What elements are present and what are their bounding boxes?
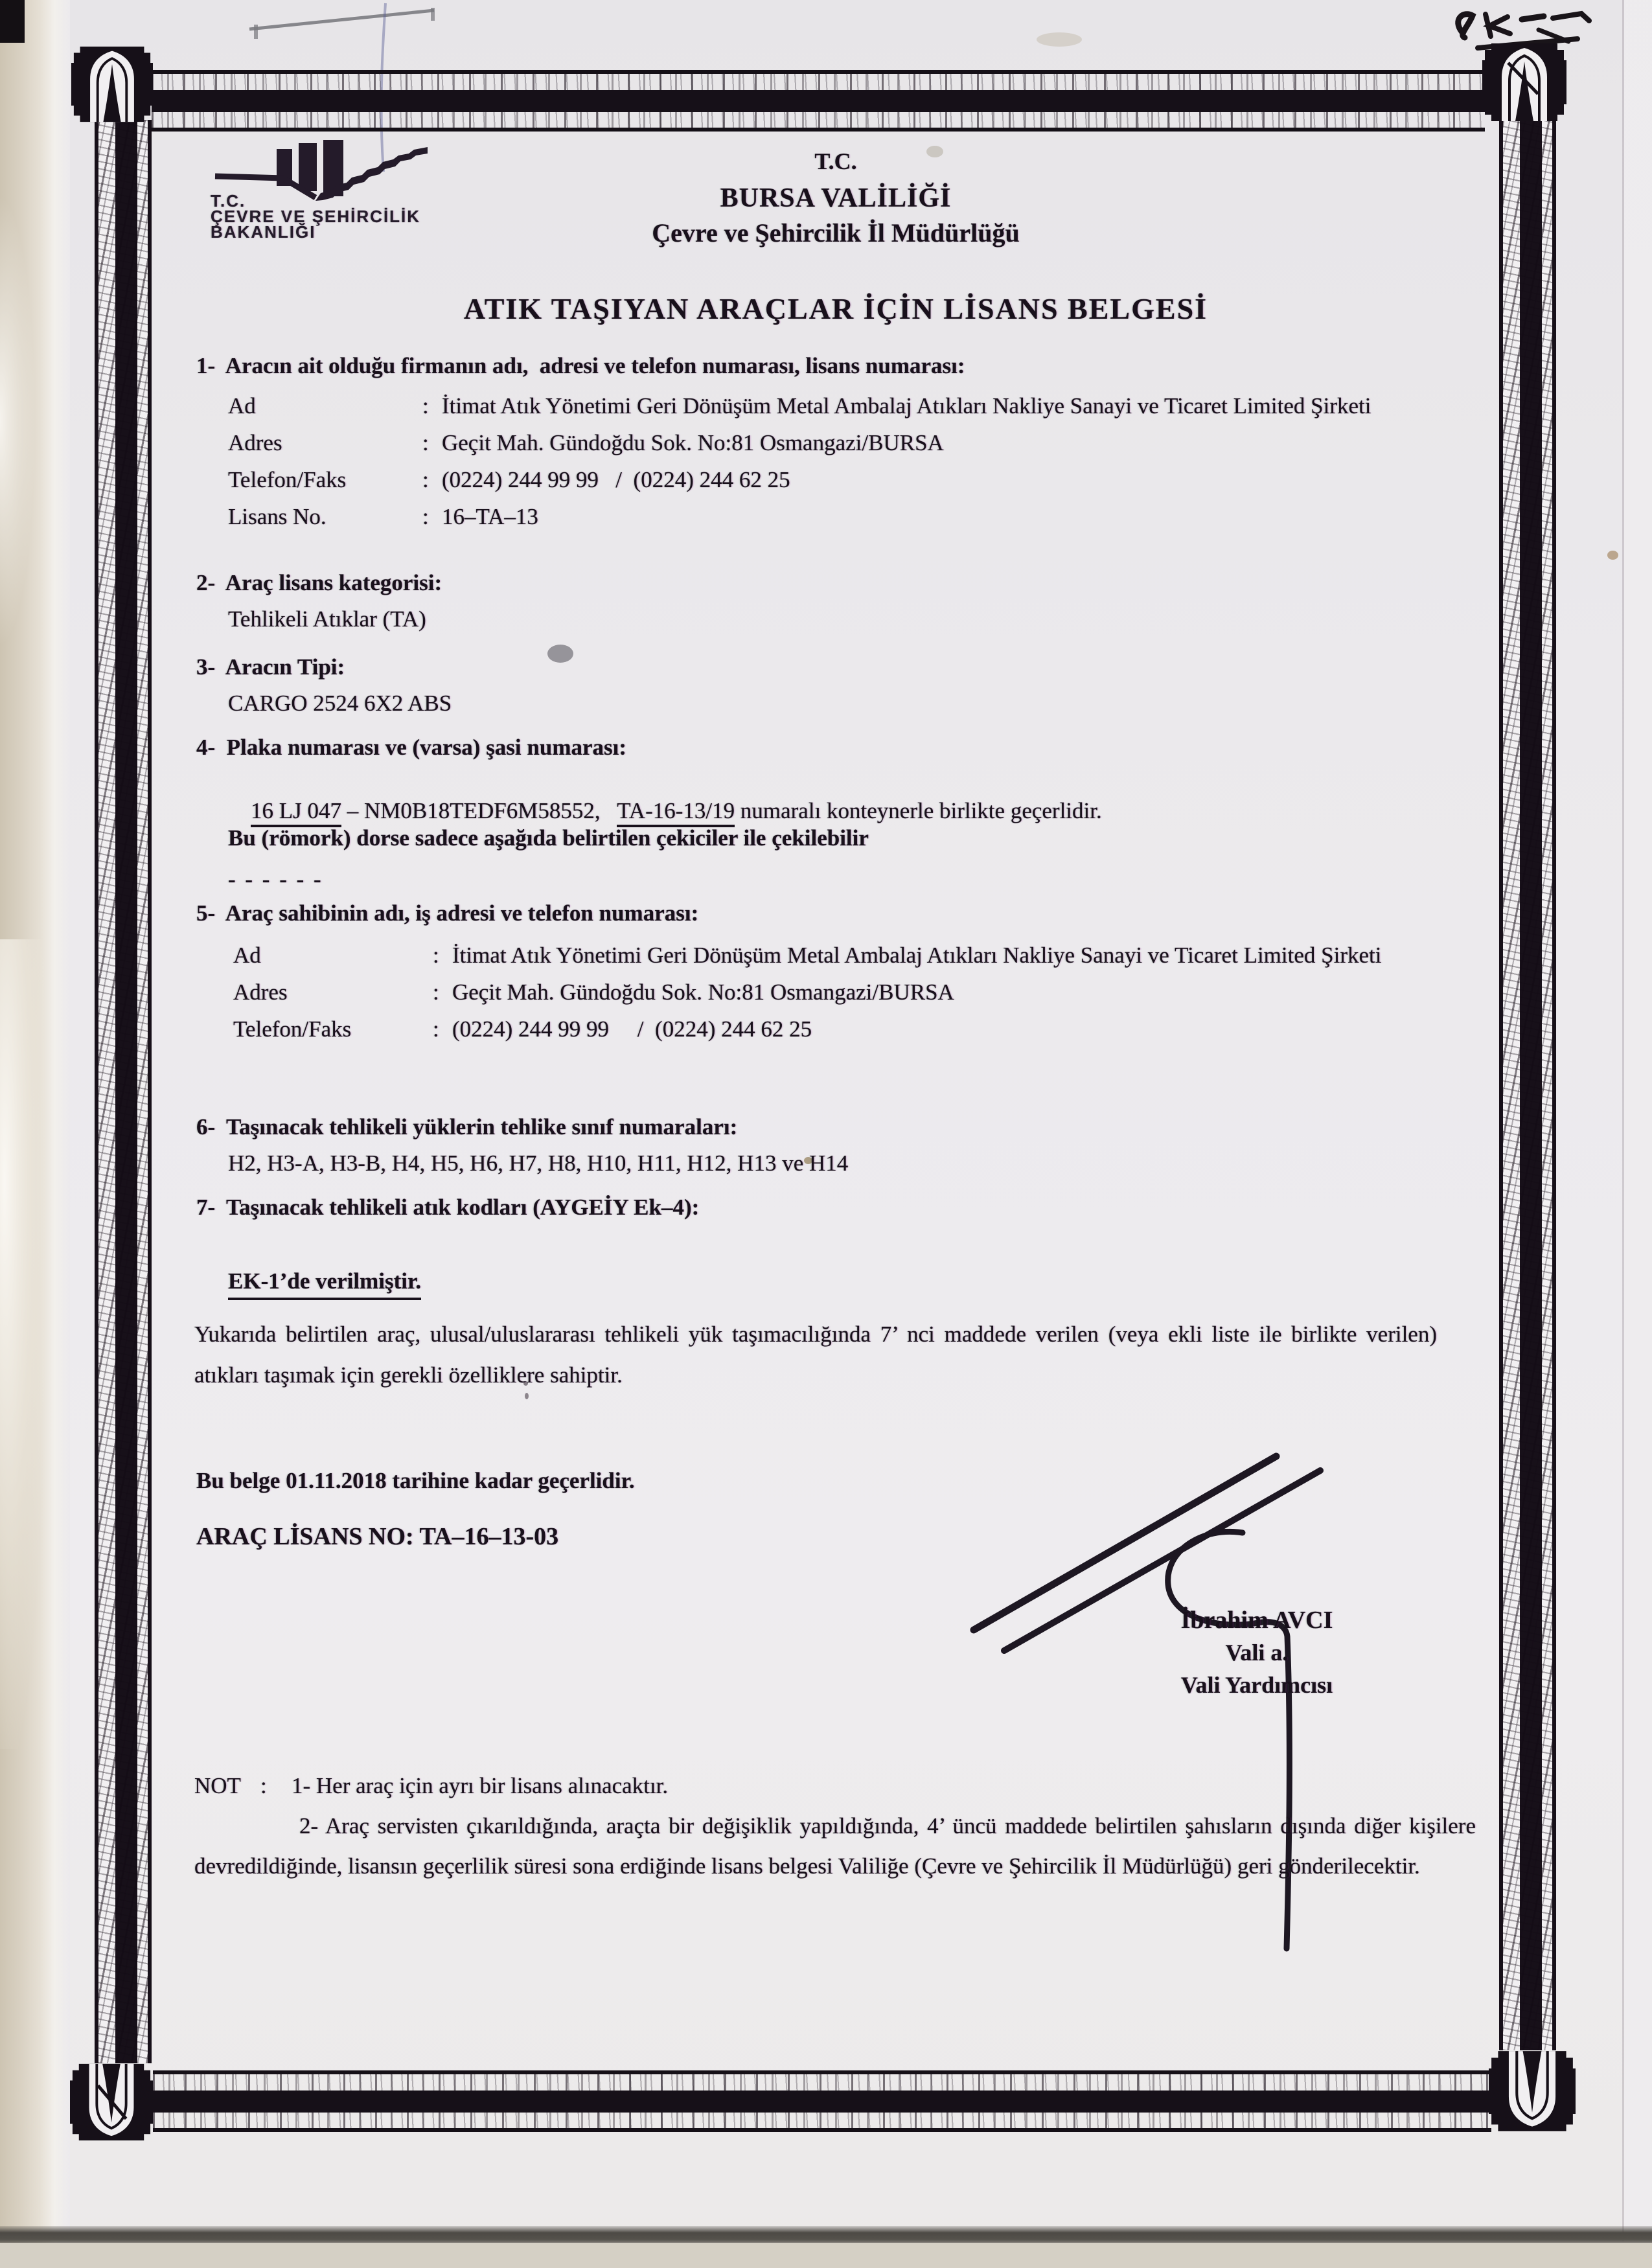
section2-body: Tehlikeli Atıklar (TA) [228,606,426,632]
section1-heading: 1- Aracın ait olduğu firmanın adı, adresi ve telefon numarası, lisans numarası: [196,353,965,378]
row-firm-name [228,387,1371,424]
row-label: Lisans No. [228,504,327,529]
note-item2: 2- Araç servisten çıkarıldığında, araçta bir değişiklik yapıldığında, 4’ üncü maddede belirtilen şahısların dışında diğer kişilere devredildiğinde, lisansın geçerlilik süresi sona erdiğinde lisans belgesi Valiliğe (Çevre ve Şehircilik İl Müdürlüğü) geri gönderilecektir. [194,1813,1476,1879]
signatory-block [1095,1604,1419,1701]
signatory-title1: Vali a. [1225,1640,1289,1666]
row-colon: : [433,979,439,1005]
plate-line-rest: numaralı konteynerle birlikte geçerlidir. [735,798,1102,823]
row-value: İtimat Atık Yönetimi Geri Dönüşüm Metal Ambalaj Atıkları Nakliye Sanayi ve Ticaret Limited Şirketi [452,943,1382,968]
section4-heading: 4- Plaka numarası ve (varsa) şasi numarası: [196,735,627,760]
logo-line-tc: T.C. [211,191,246,211]
container-number: TA-16-13/19 [617,798,735,827]
row-colon: : [422,504,429,529]
frame-top-bar [152,70,1485,132]
vehicle-license-no: ARAÇ LİSANS NO: TA–16–13-03 [196,1523,559,1550]
row-license-no [228,498,1371,535]
row-owner-phone [233,1011,1381,1048]
logo-line-ministry: ÇEVRE VE ŞEHİRCİLİK [211,207,421,226]
section2-heading: 2- Araç lisans kategorisi: [196,570,442,595]
frame-corner-bottom-right [1489,2048,1576,2134]
row-value: İtimat Atık Yönetimi Geri Dönüşüm Metal Ambalaj Atıkları Nakliye Sanayi ve Ticaret Limited Şirketi [442,393,1371,418]
plate-number: 16 LJ 047 [251,798,341,827]
row-firm-address [228,424,1371,461]
frame-bottom-bar [153,2070,1491,2132]
row-label: Ad [233,943,261,968]
section3-heading: 3- Aracın Tipi: [196,654,345,680]
signatory-name: İbrahim AVCI [1180,1607,1333,1634]
row-colon: : [422,467,429,492]
row-label: Telefon/Faks [228,467,347,492]
section5-heading: 5- Araç sahibinin adı, iş adresi ve telefon numarası: [196,900,699,926]
stain-speck-right [1607,551,1618,560]
note-item1: 1- Her araç için ayrı bir lisans alınacaktır. [292,1773,669,1798]
row-value: Geçit Mah. Gündoğdu Sok. No:81 Osmangazi/BURSA [442,430,944,455]
logo-line-bakanlik: BAKANLIĞI [211,222,316,242]
frame-left-column [95,120,152,2063]
section7-body [228,1268,421,1294]
header-directorate: Çevre ve Şehircilik İl Müdürlüğü [652,218,1020,247]
stain-top [1037,32,1082,47]
section4-trailer-note: Bu (römork) dorse sadece aşağıda belirtilen çekiciler ile çekilebilir [228,825,869,851]
row-value: (0224) 244 99 99 / (0224) 244 62 25 [442,467,790,492]
section6-heading: 6- Taşınacak tehlikeli yüklerin tehlike sınıf numaraları: [196,1114,738,1140]
row-value: 16–TA–13 [442,504,538,529]
section7-heading: 7- Taşınacak tehlikeli atık kodları (AYGEİY Ek–4): [196,1195,700,1220]
note-colon: : [260,1773,267,1798]
row-colon: : [422,393,429,418]
row-colon: : [422,430,429,455]
row-value: Geçit Mah. Gündoğdu Sok. No:81 Osmangazi/BURSA [452,979,954,1005]
validity-line: Bu belge 01.11.2018 tarihine kadar geçerlidir. [196,1468,635,1493]
header-governorship: BURSA VALİLİĞİ [720,183,952,213]
frame-right-column [1499,119,1556,2050]
frame-corner-top-right [1482,43,1566,122]
stain-gray [547,645,573,663]
row-label: Adres [228,430,282,455]
section1-rows [228,387,1371,535]
row-firm-phone [228,461,1371,498]
chassis-number: – NM0B18TEDF6M58552, [341,798,617,823]
section5-rows [233,937,1381,1048]
signatory-title2: Vali Yardımcısı [1180,1672,1333,1698]
frame-corner-top-left [71,45,153,123]
scan-left-edge [0,0,70,2268]
row-label: Telefon/Faks [233,1016,352,1042]
row-colon: : [433,1016,439,1042]
row-owner-name [233,937,1381,974]
row-colon: : [433,943,439,968]
scan-corner-blot [0,0,25,43]
row-owner-address [233,974,1381,1011]
document-title: ATIK TAŞIYAN ARAÇLAR İÇİN LİSANS BELGESİ [463,292,1208,325]
note-label: NOT [194,1773,241,1798]
section3-body: CARGO 2524 6X2 ABS [228,691,452,716]
section6-body: H2, H3-A, H3-B, H4, H5, H6, H7, H8, H10, H11, H12, H13 ve H14 [228,1151,849,1176]
scan-right-page-edge [1622,0,1652,2241]
header-tc: T.C. [814,148,857,174]
note-line1 [194,1766,1476,1806]
row-value: (0224) 244 99 99 / (0224) 244 62 25 [452,1016,812,1042]
frame-corner-bottom-left [70,2061,153,2143]
compliance-statement: Yukarıda belirtilen araç, ulusal/uluslararası tehlikeli yük taşımacılığında 7’ nci maddede verilen (veya ekli liste ile birlikte verilen) atıkları taşımak için gerekli özelliklere sahiptir. [194,1322,1437,1388]
section4-dashes: - - - - - - [228,867,323,892]
notes-block [194,1766,1476,1886]
scan-bottom-underlay [0,2243,1652,2268]
row-label: Ad [228,393,256,418]
ek1-reference: EK-1’de verilmiştir. [228,1268,421,1300]
row-label: Adres [233,979,288,1005]
